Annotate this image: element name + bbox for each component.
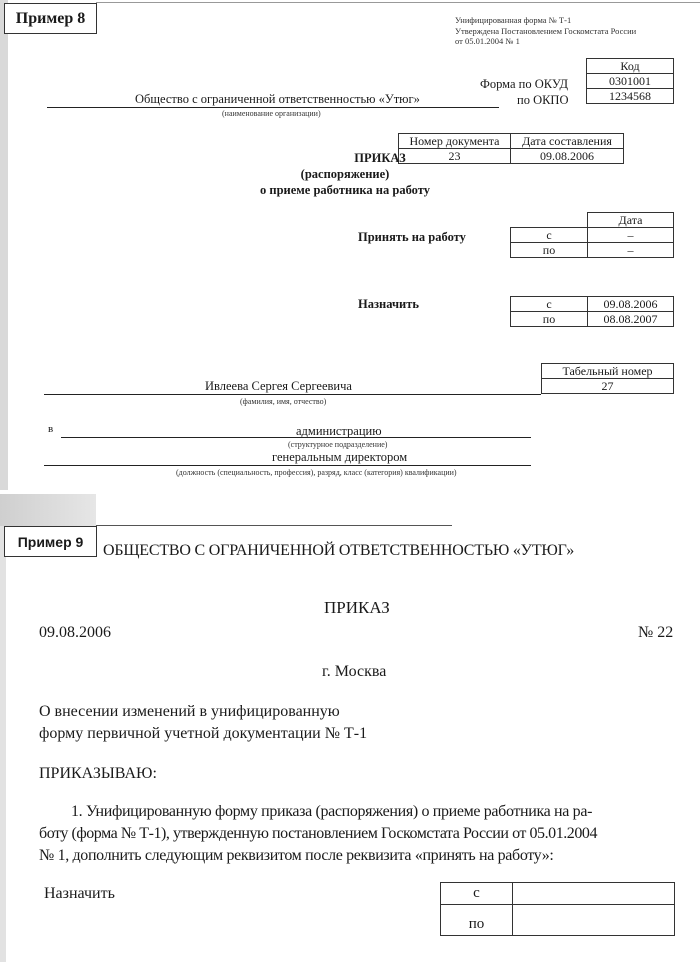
assign-label: Назначить [358,297,419,311]
department-line [61,437,531,438]
department-value: администрацию [296,424,382,438]
order-subject-line2: форму первичной учетной документации № Т-1 [39,725,368,742]
hire-to-value: – [588,243,674,258]
order-title-line2: (распоряжение) [300,167,390,181]
assign-to-label: по [511,312,588,327]
example-9-label [4,526,97,557]
order-title-line1: ПРИКАЗ [354,151,406,165]
employee-name: Ивлеева Сергея Сергеевича [205,379,352,393]
example-9-gray-band [0,494,96,526]
example-9-label-text: Пример 9 [17,533,84,550]
hire-date-header: Дата [588,213,674,228]
form-header [455,15,636,47]
page-edge-shadow [0,0,8,490]
hire-from-value: – [588,228,674,243]
example-8-label [4,3,97,34]
hire-blank [511,213,588,228]
codes-header: Код [587,59,674,74]
okpo-value: 1234568 [587,89,674,104]
organization-name: Общество с ограниченной ответственностью «Утюг» [135,92,420,106]
order-number-9: № 22 [638,624,674,641]
hire-from-label: с [511,228,588,243]
organization-hint: (наименование организации) [222,109,321,118]
position-hint: (должность (специальность, профессия), разряд, класс (категория) квалификации) [176,468,457,477]
hire-label: Принять на работу [358,230,466,244]
doc-date-value: 09.08.2006 [511,149,624,164]
assign-9-to-label: по [441,905,513,936]
employee-name-line [44,394,541,395]
order-title-line3: о приеме работника на работу [260,183,430,197]
top-border [96,2,700,3]
okud-value: 0301001 [587,74,674,89]
assign-from-label: с [511,297,588,312]
position-value: генеральным директором [272,450,408,464]
order-title [270,150,470,166]
organization-line [47,107,167,108]
doc-number-value: 23 [399,149,511,164]
codes-table [586,58,674,104]
personnel-number-table [541,363,674,394]
assign-9-from-value [513,883,675,905]
order-paragraph-line1: 1. Унифицированную форму приказа (распоряжения) о приеме работника на ра- [71,803,593,820]
page-edge-shadow-2 [0,526,6,962]
assign-table [510,296,674,327]
assign-to-value: 08.08.2007 [588,312,674,327]
example-9-top-rule [96,525,452,526]
doc-number-header: Номер документа [399,134,511,149]
position-line [44,465,531,466]
order-subtitle [230,166,460,198]
example-8-label-text: Пример 8 [15,9,86,27]
assign-9-from-label: с [441,883,513,905]
order-city-9: г. Москва [322,663,387,680]
okud-label: Форма по ОКУД [480,77,568,91]
assign-label-9: Назначить [44,885,115,902]
personnel-number-value: 27 [542,379,674,394]
doc-date-header: Дата составления [511,134,624,149]
form-header-line1: Унифицированная форма № Т-1 [455,15,572,25]
employee-name-hint: (фамилия, имя, отчество) [240,397,327,406]
order-title-9: ПРИКАЗ [324,598,390,617]
order-word: ПРИКАЗЫВАЮ: [39,765,157,782]
department-prefix: в [48,423,54,435]
order-subject-line1: О внесении изменений в унифицированную [39,703,340,720]
assign-table-9 [440,882,675,936]
order-date-9: 09.08.2006 [39,624,111,641]
hire-to-label: по [511,243,588,258]
department-hint: (структурное подразделение) [288,440,388,449]
personnel-number-header: Табельный номер [542,364,674,379]
okpo-label: по ОКПО [517,93,569,107]
assign-from-value: 09.08.2006 [588,297,674,312]
order-paragraph-line3: № 1, дополнить следующим реквизитом после реквизита «принять на работу»: [39,847,554,864]
assign-9-to-value [513,905,675,936]
hire-table [510,212,674,258]
company-name: ОБЩЕСТВО С ОГРАНИЧЕННОЙ ОТВЕТСТВЕННОСТЬЮ «УТЮГ» [103,542,575,559]
order-paragraph-line2: боту (форма № Т-1), утвержденную постановлением Госкомстата России от 05.01.2004 [39,825,598,842]
form-header-line3: от 05.01.2004 № 1 [455,36,520,46]
organization-line-2 [167,107,499,108]
form-header-line2: Утверждена Постановлением Госкомстата России [455,25,637,36]
